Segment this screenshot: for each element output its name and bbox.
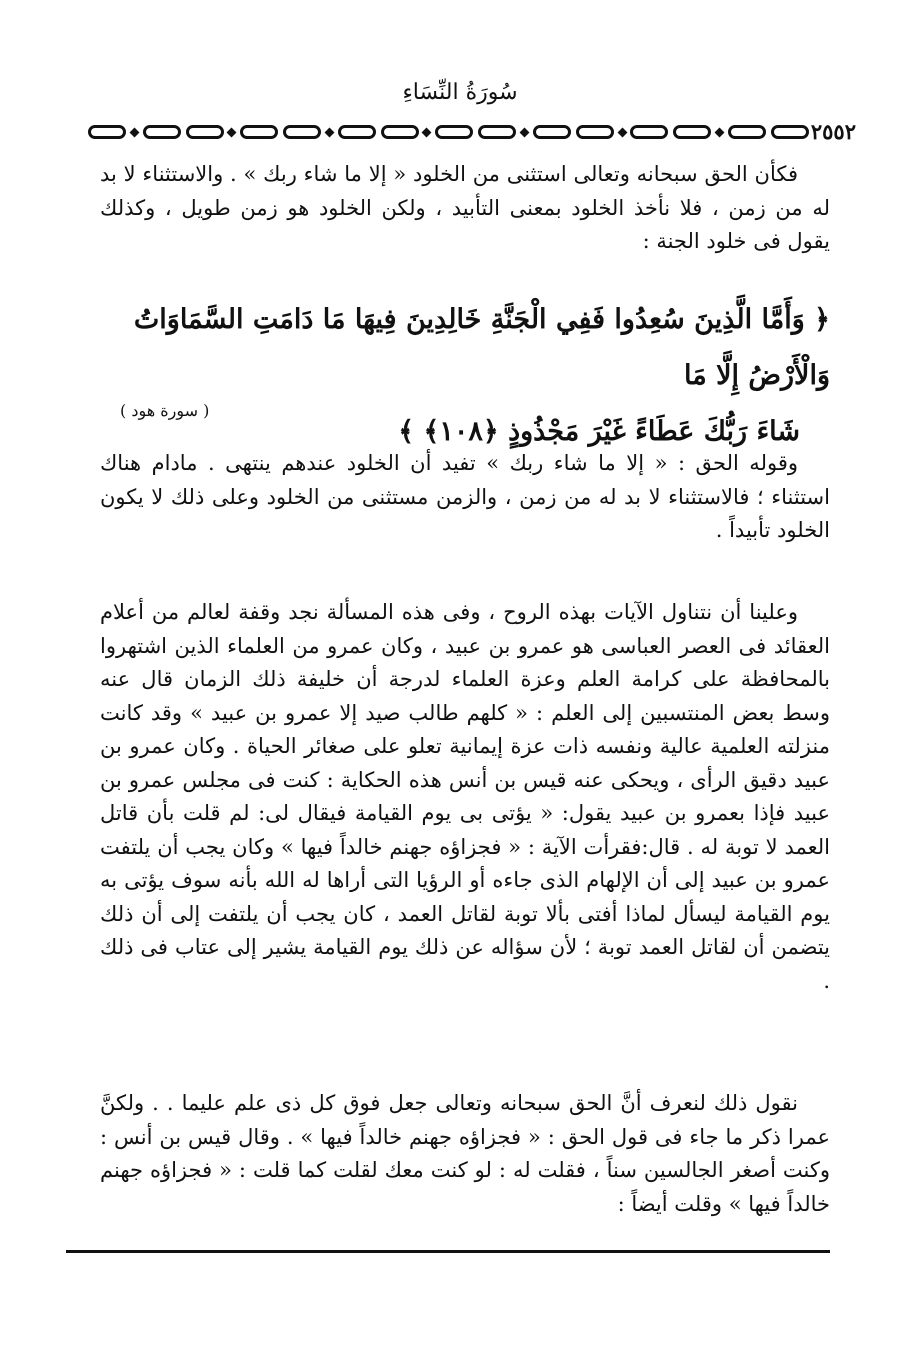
ornament-chain xyxy=(88,125,809,139)
ornament-diamond xyxy=(129,127,139,137)
quran-verse xyxy=(110,292,830,460)
ornament-oval xyxy=(728,125,766,139)
ornament-oval xyxy=(630,125,668,139)
ornament-oval xyxy=(673,125,711,139)
ornament-oval xyxy=(576,125,614,139)
ornament-oval xyxy=(338,125,376,139)
ornament-diamond xyxy=(520,127,530,137)
quran-verse-line-2: شَاءَ رَبُّكَ عَطَاءً غَيْرَ مَجْذُوذٍ ﴿١٠٨﴾ ﴾ xyxy=(398,416,800,447)
paragraph-1 xyxy=(100,447,830,548)
ornament-oval xyxy=(143,125,181,139)
footer-rule xyxy=(66,1250,830,1253)
ornament-oval xyxy=(283,125,321,139)
ornament-oval xyxy=(88,125,126,139)
paragraph-text: وعلينا أن نتناول الآيات بهذه الروح ، وفى هذه المسألة نجد وقفة لعالم من أعلام العقائد فى العصر العباسى هو عمرو بن عبيد ، وكان عمرو من العلماء الذين اشتهروا بالمحافظة على كرامة العلم وعزة العلماء لدرجة أن خليفة ذلك الزمان قال عنه وسط بعض المنتسبين إلى العلم : « كلهم طالب صيد إلا عمرو بن عبيد » وقد كانت منزلته العلمية عالية ونفسه ذات عزة إيمانية تعلو على صغائر الحياة . وكان عمرو بن عبيد دقيق الرأى ، ويحكى عنه قيس بن أنس هذه الحكاية : كنت فى مجلس عمرو بن عبيد فإذا بعمرو بن عبيد يقول: « يؤتى بى يوم القيامة فيقال لى: لم قلت بأن قاتل العمد لا توبة له . قال:فقرأت الآية : « فجزاؤه جهنم خالداً فيها » وكان يجب أن يلتفت عمرو بن عبيد إلى أن الإلهام الذى جاءه أو الرؤيا التى أراها له الله بأنه سوف يؤتى به يوم القيامة ليسأل لماذا أفتى بألا توبة لقاتل العمد ، كان يجب أن يلتفت إلى أن ذلك يتضمن أن لقاتل العمد توبة ؛ لأن سؤاله عن ذلك يوم القيامة يشير إلى عتاب فى ذلك . xyxy=(100,600,830,993)
ornament-oval xyxy=(435,125,473,139)
paragraph-3 xyxy=(100,1087,830,1221)
ornament-diamond xyxy=(617,127,627,137)
paragraph-text: فكأن الحق سبحانه وتعالى استثنى من الخلود « إلا ما شاء ربك » . والاستثناء لا بد له من زمن ، فلا نأخذ الخلود بمعنى التأبيد ، ولكن الخلود هو زمن طويل ، وكذلك يقول فى خلود الجنة : xyxy=(100,162,830,253)
ornament-diamond xyxy=(324,127,334,137)
ornament-oval xyxy=(533,125,571,139)
ornament-oval xyxy=(240,125,278,139)
ornament-oval xyxy=(478,125,516,139)
verse-reference: ( سورة هود ) xyxy=(120,401,210,420)
page-number: ٢٥٥٢ xyxy=(810,119,856,144)
intro-paragraph xyxy=(100,158,830,259)
paragraph-text: وقوله الحق : « إلا ما شاء ربك » تفيد أن الخلود عندهم ينتهى . مادام هناك استثناء ؛ فالاستثناء لا بد له من زمن ، والزمن مستثنى من الخلود وعلى ذلك لا يكون الخلود تأبيداً . xyxy=(100,451,830,542)
ornament-oval xyxy=(186,125,224,139)
ornament-diamond xyxy=(715,127,725,137)
ornament-oval xyxy=(381,125,419,139)
paragraph-2 xyxy=(100,596,830,998)
ornament-diamond xyxy=(422,127,432,137)
ornament-oval xyxy=(771,125,809,139)
header-ornament-border xyxy=(88,119,858,145)
paragraph-text: نقول ذلك لنعرف أنَّ الحق سبحانه وتعالى جعل فوق كل ذى علم عليما . . ولكنَّ عمرا ذكر ما جاء فى قول الحق : « فجزاؤه جهنم خالداً فيها » . وقال قيس بن أنس : وكنت أصغر الجالسين سناً ، فقلت له : لو كنت معك لقلت كما قلت : « فجزاؤه جهنم خالداً فيها » وقلت أيضاً : xyxy=(100,1091,830,1216)
ornament-diamond xyxy=(227,127,237,137)
quran-verse-line-1: ﴿ وَأَمَّا الَّذِينَ سُعِدُوا فَفِي الْجَنَّةِ خَالِدِينَ فِيهَا مَا دَامَتِ السَّمَاوَاتُ وَالْأَرْضُ إِلَّا مَا xyxy=(133,304,830,391)
surah-title: سُورَةُ النِّسَاءِ xyxy=(402,80,518,105)
